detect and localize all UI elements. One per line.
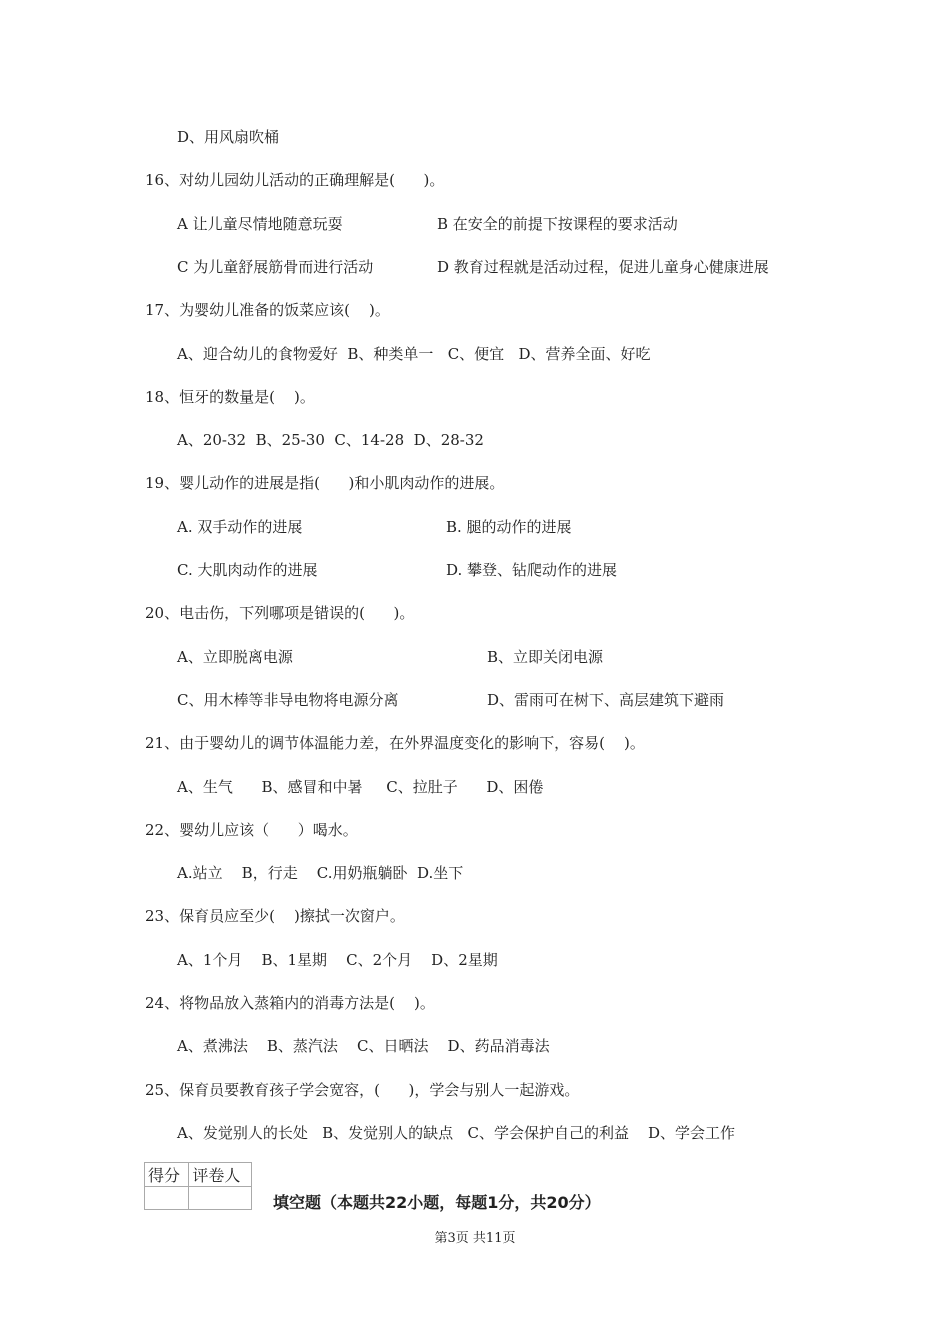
grader-label: 评卷人 bbox=[189, 1163, 252, 1187]
question-text bbox=[145, 170, 444, 190]
page-footer: 第3页 共11页 bbox=[434, 1231, 516, 1246]
option-text: D、用风扇吹桶 bbox=[177, 128, 280, 146]
option-text: A、迎合幼儿的食物爱好 B、种类单一 C、便宜 D、营养全面、好吃 bbox=[177, 345, 651, 363]
question-stem: 21、由于婴幼儿的调节体温能力差，在外界温度变化的影响下，容易( )。 bbox=[145, 734, 645, 752]
option-text: A、生气 B、感冒和中暑 C、拉肚子 D、困倦 bbox=[177, 778, 544, 796]
option-line bbox=[177, 777, 543, 797]
question-text bbox=[145, 473, 504, 493]
question-stem: 19、婴儿动作的进展是指( )和小肌肉动作的进展。 bbox=[145, 474, 505, 492]
grader-cell bbox=[189, 1187, 252, 1210]
question-stem: 20、电击伤，下列哪项是错误的( )。 bbox=[145, 604, 415, 622]
option-line bbox=[177, 1036, 550, 1056]
option-line bbox=[177, 517, 572, 537]
question-stem: 24、将物品放入蒸箱内的消毒方法是( )。 bbox=[145, 994, 435, 1012]
option-text: A、立即脱离电源 bbox=[177, 648, 293, 666]
question-text bbox=[145, 1080, 579, 1100]
option-line bbox=[177, 430, 484, 450]
option-line bbox=[177, 214, 678, 234]
option-text: B、立即关闭电源 bbox=[487, 648, 604, 666]
question-text bbox=[145, 820, 358, 840]
option-text: A、20-32 B、25-30 C、14-28 D、28-32 bbox=[177, 431, 484, 449]
option-text: C. 大肌肉动作的进展 bbox=[177, 561, 318, 579]
option-line bbox=[177, 257, 769, 277]
option-text: A.站立 B，行走 C.用奶瓶躺卧 D.坐下 bbox=[177, 864, 464, 882]
option-text: A、1个月 B、1星期 C、2个月 D、2星期 bbox=[177, 951, 498, 969]
option-text: B. 腿的动作的进展 bbox=[446, 518, 572, 536]
option-text: A、发觉别人的长处 B、发觉别人的缺点 C、学会保护自己的利益 D、学会工作 bbox=[177, 1124, 736, 1142]
option-line bbox=[177, 344, 651, 364]
question-stem: 17、为婴幼儿准备的饭菜应该( )。 bbox=[145, 301, 390, 319]
score-table bbox=[144, 1162, 252, 1210]
score-cell bbox=[145, 1187, 189, 1210]
question-stem: 25、保育员要教育孩子学会宽容，( )，学会与别人一起游戏。 bbox=[145, 1081, 580, 1099]
option-line bbox=[177, 127, 279, 147]
option-text: A. 双手动作的进展 bbox=[177, 518, 303, 536]
question-text bbox=[145, 300, 390, 320]
option-text: B 在安全的前提下按课程的要求活动 bbox=[437, 215, 678, 233]
option-text: A 让儿童尽情地随意玩耍 bbox=[177, 215, 343, 233]
option-text: C、用木棒等非导电物将电源分离 bbox=[177, 691, 399, 709]
question-stem: 16、对幼儿园幼儿活动的正确理解是( )。 bbox=[145, 171, 445, 189]
question-stem: 22、婴幼儿应该（ ）喝水。 bbox=[145, 821, 358, 839]
question-stem: 23、保育员应至少( )擦拭一次窗户。 bbox=[145, 907, 405, 925]
option-line bbox=[177, 647, 604, 667]
option-line bbox=[177, 690, 725, 710]
option-line bbox=[177, 560, 618, 580]
option-text: C 为儿童舒展筋骨而进行活动 bbox=[177, 258, 374, 276]
question-text bbox=[145, 387, 315, 407]
option-text: D. 攀登、钻爬动作的进展 bbox=[446, 561, 618, 579]
option-text: D、雷雨可在树下、高层建筑下避雨 bbox=[487, 691, 725, 709]
score-label: 得分 bbox=[145, 1163, 189, 1187]
question-text bbox=[145, 733, 645, 753]
option-line bbox=[177, 863, 463, 883]
section-title: 填空题（本题共22小题，每题1分，共20分） bbox=[273, 1193, 601, 1212]
option-line bbox=[177, 950, 498, 970]
question-text bbox=[145, 906, 405, 926]
question-text bbox=[145, 603, 414, 623]
option-text: A、煮沸法 B、蒸汽法 C、日晒法 D、药品消毒法 bbox=[177, 1037, 550, 1055]
option-text: D 教育过程就是活动过程，促进儿童身心健康进展 bbox=[437, 258, 769, 276]
option-line bbox=[177, 1123, 735, 1143]
question-text bbox=[145, 993, 435, 1013]
question-stem: 18、恒牙的数量是( )。 bbox=[145, 388, 315, 406]
